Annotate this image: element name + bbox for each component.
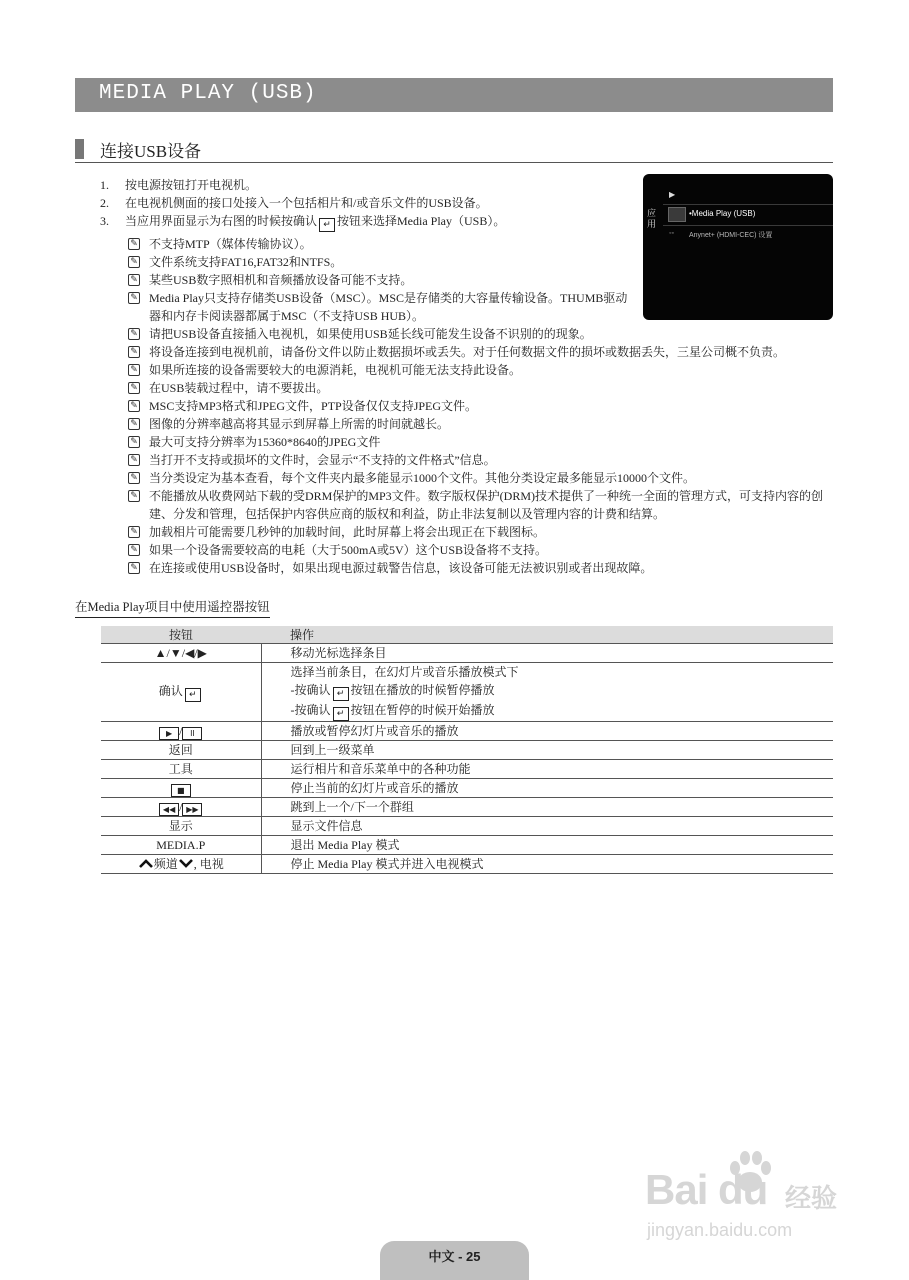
note-icon: ✎: [128, 418, 140, 430]
pause-icon: II: [182, 727, 202, 740]
note-icon: ✎: [128, 472, 140, 484]
note-icon: ✎: [128, 292, 140, 304]
step-number: 1.: [100, 178, 109, 192]
step-item: [100, 194, 640, 212]
column-header-action: 操作: [261, 626, 833, 644]
play-icon: ▶: [159, 727, 179, 740]
note-text: Media Play只支持存储类USB设备（MSC）。MSC是存储类的大容量传输设备。THUMB驱动器和内存卡阅读器都属于MSC（不支持USB HUB）。: [149, 291, 628, 323]
action-cell: [261, 663, 833, 722]
section-heading: [75, 136, 833, 163]
baidu-watermark: [645, 1150, 865, 1250]
action-cell: 回到上一级菜单: [261, 741, 833, 760]
note-icon: ✎: [128, 346, 140, 358]
table-header-row: [101, 626, 833, 644]
action-cell: 运行相片和音乐菜单中的各种功能: [261, 760, 833, 779]
action-text: -按确认: [290, 703, 331, 717]
button-cell: 返回: [101, 741, 261, 760]
action-cell: 播放或暂停幻灯片或音乐的播放: [261, 722, 833, 741]
note-text: 加载相片可能需要几秒钟的加载时间，此时屏幕上将会出现正在下载图标。: [149, 525, 546, 539]
tv-menu-item-anynet: Anynet+ (HDMI-CEC) 设置: [689, 232, 773, 239]
table-row: [101, 798, 833, 817]
note-item: [128, 325, 833, 343]
note-text: 请把USB设备直接插入电视机，如果使用USB延长线可能发生设备不识别的的现象。: [149, 327, 592, 341]
note-icon: ✎: [128, 328, 140, 340]
tv-menu-icon: ▶: [669, 190, 676, 199]
action-cell: 停止 Media Play 模式并进入电视模式: [261, 855, 833, 874]
rewind-icon: ◀◀: [159, 803, 179, 816]
anynet-icon: ◦◦: [669, 230, 674, 237]
note-text: 如果所连接的设备需要较大的电源消耗，电视机可能无法支持此设备。: [149, 363, 522, 377]
button-cell: ▶ / II: [101, 722, 261, 741]
step-number: 3.: [100, 214, 109, 228]
button-label: , 电视: [193, 857, 224, 871]
table-row: [101, 760, 833, 779]
note-item: [128, 343, 833, 361]
steps-list: [100, 176, 640, 232]
note-icon: ✎: [128, 454, 140, 466]
watermark-url: jingyan.baidu.com: [647, 1220, 793, 1240]
action-text: 按钮在播放的时候暂停播放: [350, 683, 495, 697]
enter-icon: ↵: [333, 687, 349, 701]
watermark-brand-cn: 经验: [785, 1183, 838, 1213]
action-text: -按确认: [290, 683, 331, 697]
table-row: [101, 722, 833, 741]
action-cell: 显示文件信息: [261, 817, 833, 836]
action-cell: 跳到上一个/下一个群组: [261, 798, 833, 817]
tv-menu-item-media-play: •Media Play (USB): [689, 209, 756, 218]
note-text: 在连接或使用USB设备时，如果出现电源过载警告信息，该设备可能无法被识别或者出现故障。: [149, 561, 653, 575]
note-icon: ✎: [128, 544, 140, 556]
chevron-down-icon: [178, 858, 194, 869]
stop-icon: ■: [171, 784, 191, 797]
column-header-button: 按钮: [101, 626, 261, 644]
action-text: 按钮在暂停的时候开始播放: [350, 703, 495, 717]
action-cell: 移动光标选择条目: [261, 644, 833, 663]
page-title: MEDIA PLAY (USB): [99, 82, 317, 105]
usb-thumbnail-icon: [668, 207, 686, 222]
button-cell: [101, 779, 261, 798]
button-cell: ▲/▼/◀/▶: [101, 644, 261, 663]
remote-buttons-table: [101, 626, 833, 874]
button-cell: [101, 663, 261, 722]
watermark-brand: Bai du: [645, 1166, 768, 1213]
note-item: [128, 415, 833, 433]
note-item: [128, 235, 833, 253]
step-item: [100, 176, 640, 194]
note-item: [128, 271, 833, 289]
note-text: 不能播放从收费网站下载的受DRM保护的MP3文件。数字版权保护(DRM)技术提供了一种统一全面的管理方式，可支持内容的创建、分发和管理，包括保护内容供应商的版权和利益，防止非法复制以及管理内容的计费和结算。: [149, 489, 824, 521]
note-item: [128, 433, 833, 451]
table-row: [101, 644, 833, 663]
note-item: [128, 289, 639, 325]
note-icon: ✎: [128, 238, 140, 250]
note-text: 当打开不支持或损坏的文件时，会显示“不支持的文件格式”信息。: [149, 453, 496, 467]
button-cell: [101, 855, 261, 874]
note-item: [128, 397, 833, 415]
action-line: 选择当前条目，在幻灯片或音乐播放模式下: [290, 665, 519, 679]
step-text: 当应用界面显示为右图的时候按确认: [125, 214, 318, 228]
note-text: MSC支持MP3格式和JPEG文件，PTP设备仅仅支持JPEG文件。: [149, 399, 478, 413]
note-item: [128, 253, 833, 271]
note-item: [128, 487, 833, 523]
button-label: 确认: [158, 684, 183, 698]
section-marker: [75, 139, 84, 159]
note-icon: ✎: [128, 490, 140, 502]
table-row: [101, 855, 833, 874]
button-cell: 显示: [101, 817, 261, 836]
table-row: [101, 741, 833, 760]
note-text: 最大可支持分辨率为15360*8640的JPEG文件: [149, 435, 381, 449]
chevron-up-icon: [138, 858, 154, 869]
note-icon: ✎: [128, 364, 140, 376]
enter-icon: ↵: [319, 218, 335, 232]
note-item: [128, 523, 833, 541]
note-text: 不支持MTP（媒体传输协议）。: [149, 237, 312, 251]
tv-side-label: 应用: [647, 208, 657, 229]
fast-forward-icon: ▶▶: [182, 803, 202, 816]
note-text: 当分类设定为基本查看，每个文件夹内最多能显示1000个文件。其他分类设定最多能显示10000个文件。: [149, 471, 696, 485]
table-row: [101, 817, 833, 836]
note-icon: ✎: [128, 400, 140, 412]
step-text: 按电源按钮打开电视机。: [125, 178, 258, 192]
step-text: 在电视机侧面的接口处接入一个包括相片和/或音乐文件的USB设备。: [125, 196, 488, 210]
table-row: [101, 836, 833, 855]
note-text: 图像的分辨率越高将其显示到屏幕上所需的时间就越长。: [149, 417, 450, 431]
note-icon: ✎: [128, 526, 140, 538]
action-cell: 退出 Media Play 模式: [261, 836, 833, 855]
action-cell: 停止当前的幻灯片或音乐的播放: [261, 779, 833, 798]
note-icon: ✎: [128, 562, 140, 574]
note-text: 将设备连接到电视机前，请备份文件以防止数据损坏或丢失。对于任何数据文件的损坏或数据丢失，三星公司概不负责。: [149, 345, 786, 359]
action-line: [291, 701, 834, 721]
table-title: 在Media Play项目中使用遥控器按钮: [75, 597, 270, 618]
note-item: [128, 451, 833, 469]
note-icon: ✎: [128, 274, 140, 286]
note-text: 在USB装载过程中，请不要拔出。: [149, 381, 329, 395]
enter-icon: ↵: [333, 707, 349, 721]
button-cell: MEDIA.P: [101, 836, 261, 855]
note-text: 如果一个设备需要较高的电耗（大于500mA或5V）这个USB设备将不支持。: [149, 543, 548, 557]
button-label: 频道: [153, 857, 178, 871]
section-title: 连接USB设备: [100, 142, 202, 161]
note-icon: ✎: [128, 382, 140, 394]
note-item: [128, 559, 833, 577]
button-cell: 工具: [101, 760, 261, 779]
button-cell: ◀◀ / ▶▶: [101, 798, 261, 817]
note-item: [128, 361, 833, 379]
note-item: [128, 541, 833, 559]
header-bar: [75, 78, 833, 112]
step-number: 2.: [100, 196, 109, 210]
action-line: [291, 681, 834, 701]
note-text: 文件系统支持FAT16,FAT32和NTFS。: [149, 255, 343, 269]
table-row: [101, 779, 833, 798]
note-icon: ✎: [128, 256, 140, 268]
enter-icon: ↵: [185, 688, 201, 702]
note-item: [128, 379, 833, 397]
note-icon: ✎: [128, 436, 140, 448]
step-item: [100, 212, 640, 232]
table-row: [101, 663, 833, 722]
note-text: 某些USB数字照相机和音频播放设备可能不支持。: [149, 273, 413, 287]
step-text: 按钮来选择Media Play（USB）。: [337, 214, 506, 228]
notes-list: [128, 235, 833, 577]
page-number-footer: 中文 - 25: [380, 1241, 529, 1280]
note-item: [128, 469, 833, 487]
